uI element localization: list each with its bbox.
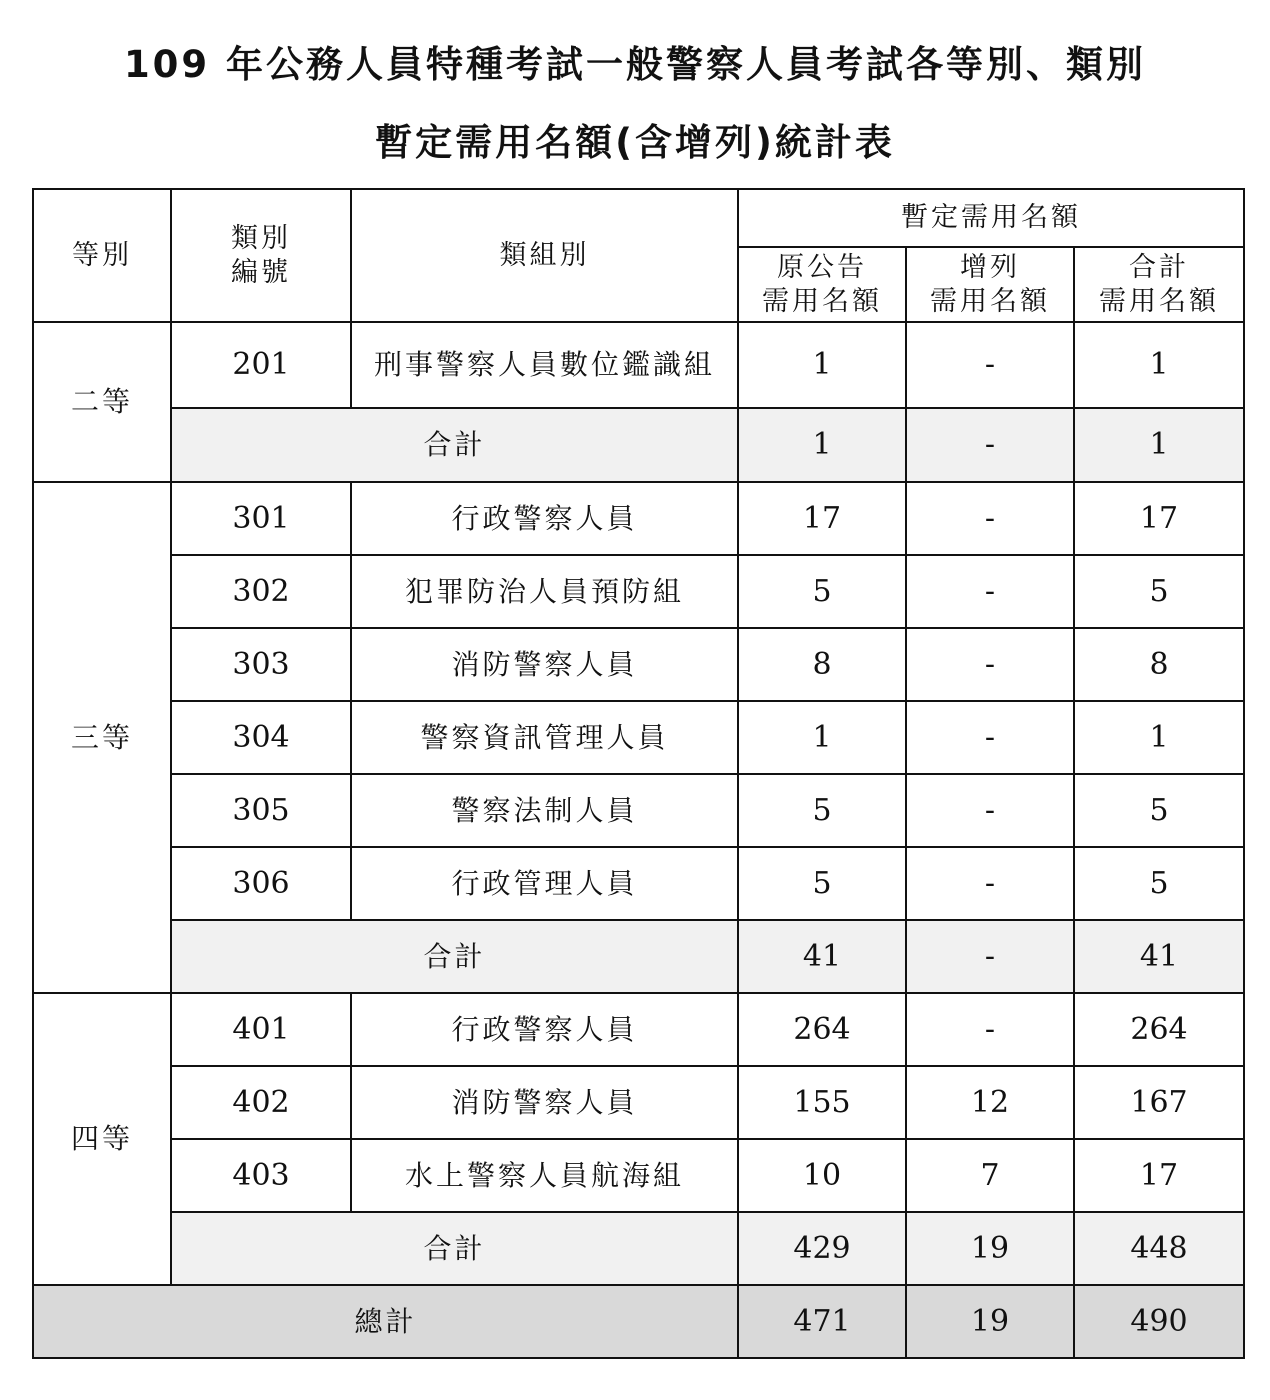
code-cell: 306 (171, 847, 351, 920)
category-cell: 水上警察人員航海組 (351, 1139, 738, 1212)
added-cell: - (906, 847, 1074, 920)
table-row (33, 1139, 1244, 1212)
category-cell: 刑事警察人員數位鑑識組 (351, 322, 738, 408)
original-cell: 8 (738, 628, 906, 701)
added-cell: - (906, 774, 1074, 847)
subtotal-total: 448 (1074, 1212, 1244, 1285)
category-cell: 行政警察人員 (351, 482, 738, 555)
grand-total-row (33, 1285, 1244, 1358)
header-quota-group: 暫定需用名額 (738, 189, 1244, 247)
original-cell: 155 (738, 1066, 906, 1139)
total-cell: 17 (1074, 1139, 1244, 1212)
total-cell: 264 (1074, 993, 1244, 1066)
header-total (1074, 247, 1244, 322)
grade-cell: 二等 (33, 322, 171, 482)
original-cell: 5 (738, 847, 906, 920)
total-cell: 17 (1074, 482, 1244, 555)
code-cell: 303 (171, 628, 351, 701)
grade-cell: 三等 (33, 482, 171, 993)
subtotal-label: 合計 (171, 1212, 738, 1285)
code-cell: 401 (171, 993, 351, 1066)
code-cell: 302 (171, 555, 351, 628)
original-cell: 1 (738, 322, 906, 408)
subtotal-row (33, 1212, 1244, 1285)
table-row (33, 555, 1244, 628)
added-cell: 12 (906, 1066, 1074, 1139)
header-added-line2: 需用名額 (930, 285, 1050, 317)
code-cell: 304 (171, 701, 351, 774)
original-cell: 17 (738, 482, 906, 555)
header-code-line1: 類別 (231, 222, 291, 254)
added-cell: 7 (906, 1139, 1074, 1212)
category-cell: 消防警察人員 (351, 1066, 738, 1139)
original-cell: 1 (738, 701, 906, 774)
subtotal-row (33, 920, 1244, 993)
header-added-line1: 增列 (960, 251, 1020, 283)
code-cell: 201 (171, 322, 351, 408)
subtotal-label: 合計 (171, 920, 738, 993)
header-grade: 等別 (33, 189, 171, 322)
header-code (171, 189, 351, 322)
grand-total-total: 490 (1074, 1285, 1244, 1358)
total-cell: 5 (1074, 774, 1244, 847)
subtotal-row (33, 408, 1244, 482)
table-row (33, 628, 1244, 701)
added-cell: - (906, 322, 1074, 408)
header-category: 類組別 (351, 189, 738, 322)
category-cell: 行政警察人員 (351, 993, 738, 1066)
code-cell: 403 (171, 1139, 351, 1212)
grand-total-added: 19 (906, 1285, 1074, 1358)
table-row (33, 482, 1244, 555)
table-row (33, 1066, 1244, 1139)
subtotal-total: 41 (1074, 920, 1244, 993)
code-cell: 305 (171, 774, 351, 847)
subtotal-added: 19 (906, 1212, 1074, 1285)
header-original (738, 247, 906, 322)
category-cell: 警察法制人員 (351, 774, 738, 847)
original-cell: 5 (738, 555, 906, 628)
table-row (33, 322, 1244, 408)
added-cell: - (906, 555, 1074, 628)
category-cell: 犯罪防治人員預防組 (351, 555, 738, 628)
code-cell: 402 (171, 1066, 351, 1139)
original-cell: 5 (738, 774, 906, 847)
code-cell: 301 (171, 482, 351, 555)
total-cell: 8 (1074, 628, 1244, 701)
subtotal-added: - (906, 920, 1074, 993)
header-original-line1: 原公告 (777, 251, 867, 283)
table-row (33, 847, 1244, 920)
added-cell: - (906, 482, 1074, 555)
header-total-line1: 合計 (1129, 251, 1190, 283)
total-cell: 1 (1074, 701, 1244, 774)
original-cell: 264 (738, 993, 906, 1066)
subtotal-added: - (906, 408, 1074, 482)
table-row (33, 774, 1244, 847)
category-cell: 警察資訊管理人員 (351, 701, 738, 774)
header-code-line2: 編號 (231, 256, 291, 288)
subtotal-original: 429 (738, 1212, 906, 1285)
total-cell: 167 (1074, 1066, 1244, 1139)
total-cell: 5 (1074, 847, 1244, 920)
original-cell: 10 (738, 1139, 906, 1212)
header-added (906, 247, 1074, 322)
header-total-line2: 需用名額 (1099, 285, 1220, 317)
table-row (33, 993, 1244, 1066)
grand-total-label: 總計 (33, 1285, 738, 1358)
subtotal-label: 合計 (171, 408, 738, 482)
page-title: 109 年公務人員特種考試一般警察人員考試各等別、類別 (123, 43, 1147, 86)
header-original-line2: 需用名額 (762, 285, 882, 317)
page-subtitle: 暫定需用名額(含增列)統計表 (375, 121, 895, 164)
category-cell: 消防警察人員 (351, 628, 738, 701)
table-row (33, 701, 1244, 774)
total-cell: 1 (1074, 322, 1244, 408)
subtotal-original: 1 (738, 408, 906, 482)
total-cell: 5 (1074, 555, 1244, 628)
added-cell: - (906, 993, 1074, 1066)
quota-table (32, 188, 1245, 1359)
added-cell: - (906, 701, 1074, 774)
grade-cell: 四等 (33, 993, 171, 1285)
category-cell: 行政管理人員 (351, 847, 738, 920)
subtotal-total: 1 (1074, 408, 1244, 482)
subtotal-original: 41 (738, 920, 906, 993)
grand-total-original: 471 (738, 1285, 906, 1358)
added-cell: - (906, 628, 1074, 701)
